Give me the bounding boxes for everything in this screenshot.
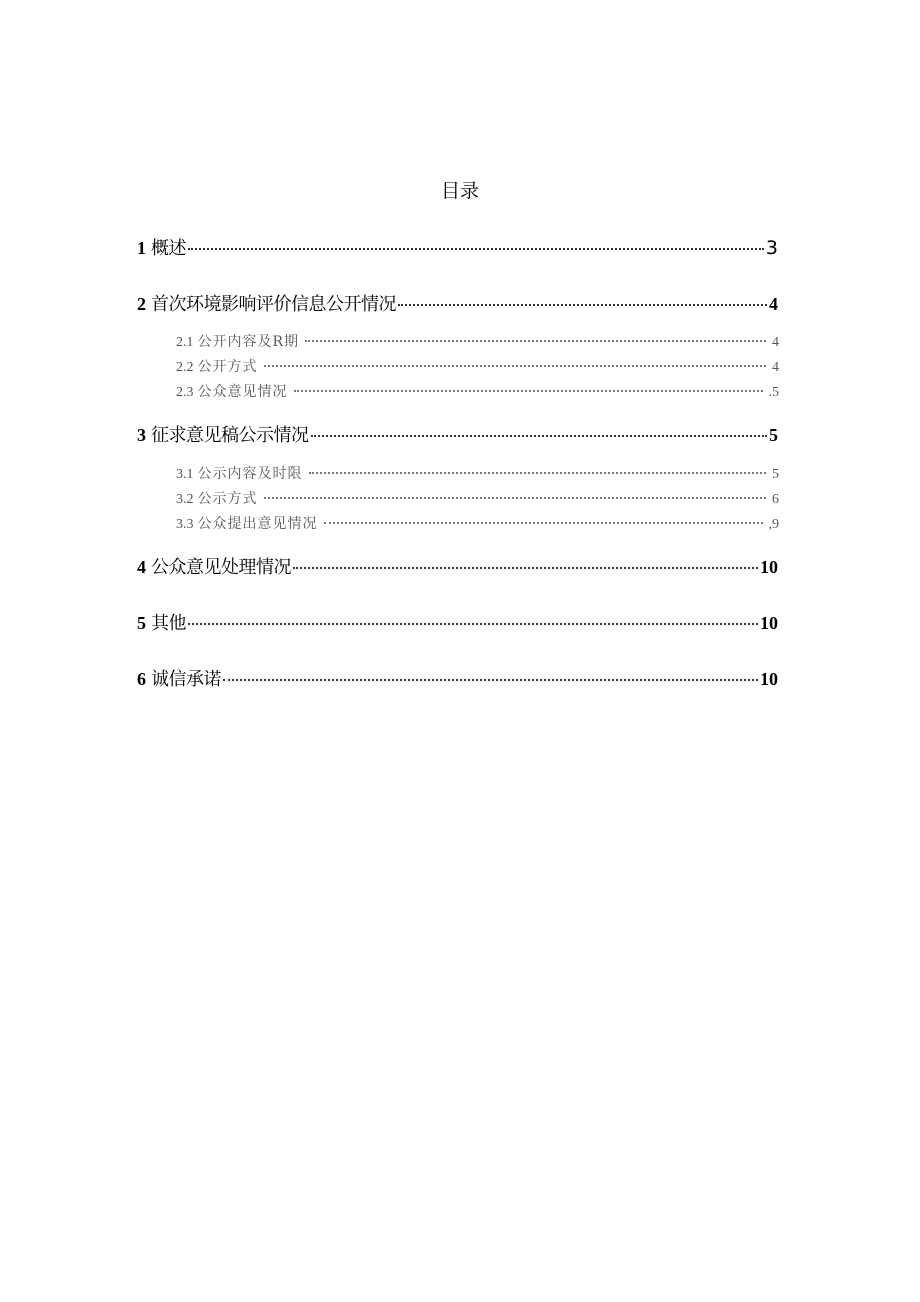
toc-entry-label: 公开方式 bbox=[197, 359, 258, 375]
toc-entry-4[interactable] bbox=[137, 555, 778, 580]
toc-dot-leader bbox=[264, 497, 767, 499]
toc-entry-number: 2 bbox=[137, 294, 146, 314]
toc-entry-2-3[interactable] bbox=[176, 382, 779, 403]
toc-dot-leader bbox=[188, 248, 764, 250]
toc-entry-number: 2.2 bbox=[176, 360, 194, 375]
toc-entry-label: 征求意见稿公示情况 bbox=[151, 425, 309, 446]
toc-entry-3-3[interactable] bbox=[176, 514, 779, 535]
toc-entry-number: 1 bbox=[137, 238, 146, 258]
toc-dot-leader bbox=[309, 472, 767, 474]
toc-entry-page: ,9 bbox=[768, 517, 779, 532]
toc-entry-label: 公众意见处理情况 bbox=[151, 557, 291, 578]
toc-entry-label: 其他 bbox=[151, 613, 186, 634]
toc-entry-3-1[interactable] bbox=[176, 464, 779, 485]
toc-entry-page: 6 bbox=[772, 492, 779, 507]
toc-entry-label: 概述 bbox=[151, 238, 186, 259]
toc-entry-1[interactable] bbox=[137, 236, 778, 261]
toc-entry-page: 4 bbox=[769, 294, 778, 314]
toc-entry-page: 10 bbox=[760, 669, 778, 689]
toc-dot-leader bbox=[311, 435, 768, 437]
toc-entry-number: 3.2 bbox=[176, 492, 194, 507]
toc-entry-page: 3 bbox=[765, 237, 778, 259]
toc-entry-page: 10 bbox=[760, 613, 778, 633]
toc-entry-number: 3.3 bbox=[176, 517, 194, 532]
toc-dot-leader bbox=[264, 365, 767, 367]
toc-entry-label: 公示内容及时限 bbox=[197, 466, 303, 482]
toc-entry-label: 公开内容及R期 bbox=[197, 334, 300, 350]
toc-entry-number: 2.3 bbox=[176, 385, 194, 400]
toc-dot-leader bbox=[398, 304, 767, 306]
toc-entry-number: 4 bbox=[137, 557, 146, 577]
toc-entry-label: 公示方式 bbox=[197, 491, 258, 507]
toc-entry-label: 公众意见情况 bbox=[197, 384, 288, 400]
toc-entry-3[interactable] bbox=[137, 423, 778, 448]
toc-entry-2-1[interactable] bbox=[176, 332, 779, 353]
toc-entry-number: 3.1 bbox=[176, 467, 194, 482]
toc-entry-6[interactable] bbox=[137, 667, 778, 692]
toc-entry-2-2[interactable] bbox=[176, 357, 779, 378]
toc-entry-5[interactable] bbox=[137, 611, 778, 636]
toc-dot-leader bbox=[294, 390, 763, 392]
toc-entry-page: 4 bbox=[772, 360, 779, 375]
toc-dot-leader bbox=[223, 679, 758, 681]
toc-entry-number: 5 bbox=[137, 613, 146, 633]
toc-dot-leader bbox=[324, 522, 763, 524]
toc-entry-page: 5 bbox=[769, 425, 778, 445]
toc-entry-number: 6 bbox=[137, 669, 146, 689]
toc-title: 目录 bbox=[440, 180, 479, 202]
toc-entry-page: 5 bbox=[772, 467, 779, 482]
toc-entry-page: 10 bbox=[760, 557, 778, 577]
toc-entry-2[interactable] bbox=[137, 292, 778, 317]
toc-entry-number: 2.1 bbox=[176, 335, 194, 350]
toc-entry-number: 3 bbox=[137, 425, 146, 445]
toc-entry-page: .5 bbox=[768, 385, 779, 400]
toc-dot-leader bbox=[305, 340, 766, 342]
toc-dot-leader bbox=[293, 567, 758, 569]
toc-entry-3-2[interactable] bbox=[176, 489, 779, 510]
toc-dot-leader bbox=[188, 623, 758, 625]
toc-entry-label: 公众提出意见情况 bbox=[197, 516, 318, 532]
toc-entry-page: 4 bbox=[772, 335, 779, 350]
toc-entry-label: 诚信承诺 bbox=[151, 669, 221, 690]
toc-entry-label: 首次环境影响评价信息公开情况 bbox=[151, 294, 396, 315]
